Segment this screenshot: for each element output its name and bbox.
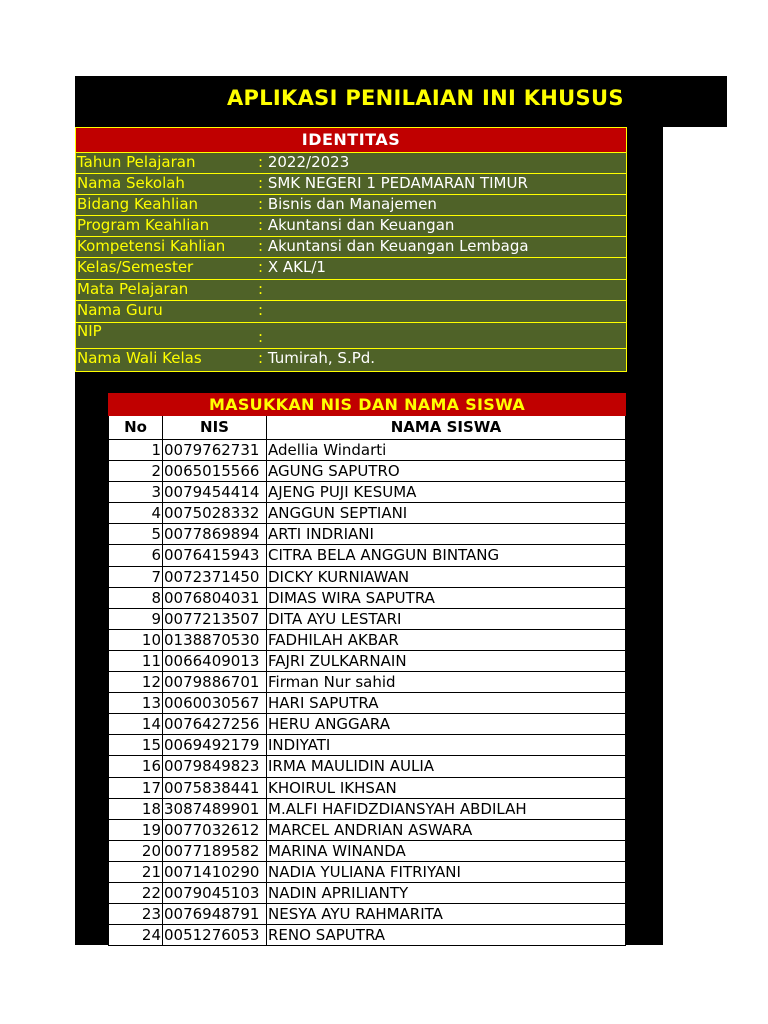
student-column-headers xyxy=(108,416,626,440)
cell-name[interactable]: HARI SAPUTRA xyxy=(267,693,626,713)
identity-value-text: SMK NEGERI 1 PEDAMARAN TIMUR xyxy=(267,174,528,192)
cell-name[interactable]: DIMAS WIRA SAPUTRA xyxy=(267,588,626,608)
cell-name[interactable]: DICKY KURNIAWAN xyxy=(267,567,626,587)
cell-nis[interactable]: 0051276053 xyxy=(163,925,267,945)
table-row[interactable] xyxy=(108,651,626,672)
cell-nis[interactable]: 0076415943 xyxy=(163,545,267,565)
identity-value[interactable] xyxy=(258,328,263,346)
cell-name[interactable]: NADIA YULIANA FITRIYANI xyxy=(267,862,626,882)
column-header-no[interactable]: No xyxy=(109,416,163,439)
table-row[interactable] xyxy=(108,799,626,820)
cell-nis[interactable]: 0076948791 xyxy=(163,904,267,924)
table-row[interactable] xyxy=(108,841,626,862)
cell-name[interactable]: CITRA BELA ANGGUN BINTANG xyxy=(267,545,626,565)
identity-label[interactable]: NIP xyxy=(77,322,102,340)
table-row[interactable] xyxy=(108,925,626,946)
cell-no[interactable]: 23 xyxy=(109,904,163,924)
identity-value[interactable] xyxy=(258,153,349,171)
cell-no[interactable]: 7 xyxy=(109,567,163,587)
cell-name[interactable]: FAJRI ZULKARNAIN xyxy=(267,651,626,671)
cell-name[interactable]: M.ALFI HAFIDZDIANSYAH ABDILAH xyxy=(267,799,626,819)
cell-nis[interactable]: 0060030567 xyxy=(163,693,267,713)
identity-value[interactable] xyxy=(258,237,529,255)
table-row[interactable] xyxy=(108,756,626,777)
cell-no[interactable]: 5 xyxy=(109,524,163,544)
cell-name[interactable]: AGUNG SAPUTRO xyxy=(267,461,626,481)
identity-label[interactable]: Mata Pelajaran xyxy=(77,280,189,298)
cell-no[interactable]: 1 xyxy=(109,440,163,460)
table-row[interactable] xyxy=(108,482,626,503)
cell-nis[interactable]: 0076804031 xyxy=(163,588,267,608)
cell-nis[interactable]: 0077032612 xyxy=(163,820,267,840)
cell-name[interactable]: AJENG PUJI KESUMA xyxy=(267,482,626,502)
cell-no[interactable]: 2 xyxy=(109,461,163,481)
cell-no[interactable]: 18 xyxy=(109,799,163,819)
cell-nis[interactable]: 0065015566 xyxy=(163,461,267,481)
cell-name[interactable]: ARTI INDRIANI xyxy=(267,524,626,544)
identity-value-text: X AKL/1 xyxy=(267,258,326,276)
table-row[interactable] xyxy=(108,461,626,482)
identity-label[interactable]: Bidang Keahlian xyxy=(77,195,199,213)
cell-nis[interactable]: 0066409013 xyxy=(163,651,267,671)
cell-no[interactable]: 4 xyxy=(109,503,163,523)
identity-value[interactable] xyxy=(258,216,454,234)
identity-value-text: Bisnis dan Manajemen xyxy=(267,195,437,213)
cell-no[interactable]: 19 xyxy=(109,820,163,840)
table-row[interactable] xyxy=(108,862,626,883)
identity-colon: : xyxy=(258,328,264,346)
cell-no[interactable]: 15 xyxy=(109,735,163,755)
cell-name[interactable]: NESYA AYU RAHMARITA xyxy=(267,904,626,924)
table-row[interactable] xyxy=(108,588,626,609)
identity-header: IDENTITAS xyxy=(76,128,626,153)
cell-no[interactable]: 13 xyxy=(109,693,163,713)
table-row[interactable] xyxy=(108,609,626,630)
cell-nis[interactable]: 0079849823 xyxy=(163,756,267,776)
identity-row xyxy=(76,153,626,174)
identity-row xyxy=(76,280,626,301)
cell-nis[interactable]: 0079045103 xyxy=(163,883,267,903)
identity-colon: : xyxy=(258,237,264,255)
cell-nis[interactable]: 0075838441 xyxy=(163,778,267,798)
cell-no[interactable]: 11 xyxy=(109,651,163,671)
cell-no[interactable]: 12 xyxy=(109,672,163,692)
identity-row xyxy=(76,237,626,258)
table-row[interactable] xyxy=(108,693,626,714)
cell-nis[interactable]: 0072371450 xyxy=(163,567,267,587)
identity-label[interactable]: Nama Wali Kelas xyxy=(77,349,202,367)
identity-value-text: Tumirah, S.Pd. xyxy=(267,349,376,367)
table-row[interactable] xyxy=(108,735,626,756)
table-row[interactable] xyxy=(108,778,626,799)
table-row[interactable] xyxy=(108,883,626,904)
cell-nis[interactable]: 0076427256 xyxy=(163,714,267,734)
identity-colon: : xyxy=(258,195,264,213)
identity-value[interactable] xyxy=(258,174,528,192)
identity-table xyxy=(75,127,627,372)
table-row[interactable] xyxy=(108,714,626,735)
cell-no[interactable]: 22 xyxy=(109,883,163,903)
identity-value-text: 2022/2023 xyxy=(267,153,350,171)
identity-colon: : xyxy=(258,216,264,234)
table-row[interactable] xyxy=(108,630,626,651)
cell-name[interactable]: Adellia Windarti xyxy=(267,440,626,460)
cell-name[interactable]: IRMA MAULIDIN AULIA xyxy=(267,756,626,776)
table-row[interactable] xyxy=(108,672,626,693)
identity-colon: : xyxy=(258,349,264,367)
cell-no[interactable]: 6 xyxy=(109,545,163,565)
student-table-header: MASUKKAN NIS DAN NAMA SISWA xyxy=(108,393,626,416)
identity-row xyxy=(76,301,626,323)
cell-name[interactable]: MARCEL ANDRIAN ASWARA xyxy=(267,820,626,840)
cell-name[interactable]: RENO SAPUTRA xyxy=(267,925,626,945)
identity-value[interactable] xyxy=(258,258,326,276)
identity-row xyxy=(76,258,626,280)
cell-name[interactable]: Firman Nur sahid xyxy=(267,672,626,692)
cell-nis[interactable]: 0079762731 xyxy=(163,440,267,460)
table-row[interactable] xyxy=(108,503,626,524)
cell-nis[interactable]: 0071410290 xyxy=(163,862,267,882)
table-row[interactable] xyxy=(108,545,626,566)
cell-no[interactable]: 8 xyxy=(109,588,163,608)
student-table xyxy=(108,393,626,946)
identity-label[interactable]: Nama Guru xyxy=(77,301,163,319)
cell-no[interactable]: 20 xyxy=(109,841,163,861)
identity-colon: : xyxy=(258,174,264,192)
cell-nis[interactable]: 3087489901 xyxy=(163,799,267,819)
cell-no[interactable]: 17 xyxy=(109,778,163,798)
identity-colon: : xyxy=(258,153,264,171)
cell-name[interactable]: DITA AYU LESTARI xyxy=(267,609,626,629)
cell-nis[interactable]: 0138870530 xyxy=(163,630,267,650)
identity-value[interactable] xyxy=(258,301,263,319)
identity-label[interactable]: Tahun Pelajaran xyxy=(77,153,196,171)
page-title: APLIKASI PENILAIAN INI KHUSUS xyxy=(227,86,624,110)
identity-value-text: Akuntansi dan Keuangan xyxy=(267,216,455,234)
cell-name[interactable]: MARINA WINANDA xyxy=(267,841,626,861)
cell-name[interactable]: HERU ANGGARA xyxy=(267,714,626,734)
table-row[interactable] xyxy=(108,904,626,925)
cell-nis[interactable]: 0079454414 xyxy=(163,482,267,502)
cell-name[interactable]: NADIN APRILIANTY xyxy=(267,883,626,903)
identity-row xyxy=(76,195,626,216)
identity-label[interactable]: Nama Sekolah xyxy=(77,174,185,192)
cell-no[interactable]: 14 xyxy=(109,714,163,734)
cell-name[interactable]: ANGGUN SEPTIANI xyxy=(267,503,626,523)
column-header-name[interactable]: NAMA SISWA xyxy=(267,416,626,439)
table-row[interactable] xyxy=(108,440,626,461)
column-header-nis[interactable]: NIS xyxy=(163,416,267,439)
identity-label[interactable]: Program Keahlian xyxy=(77,216,210,234)
identity-row xyxy=(76,174,626,195)
cell-no[interactable]: 16 xyxy=(109,756,163,776)
cell-no[interactable]: 10 xyxy=(109,630,163,650)
identity-label[interactable]: Kelas/Semester xyxy=(77,258,194,276)
identity-row xyxy=(76,323,626,349)
cell-no[interactable]: 21 xyxy=(109,862,163,882)
cell-nis[interactable]: 0075028332 xyxy=(163,503,267,523)
cell-nis[interactable]: 0069492179 xyxy=(163,735,267,755)
identity-value-text: Akuntansi dan Keuangan Lembaga xyxy=(267,237,529,255)
cell-nis[interactable]: 0077189582 xyxy=(163,841,267,861)
table-row[interactable] xyxy=(108,567,626,588)
identity-row xyxy=(76,349,626,371)
identity-row xyxy=(76,216,626,237)
table-row[interactable] xyxy=(108,524,626,545)
cell-nis[interactable]: 0079886701 xyxy=(163,672,267,692)
identity-value[interactable] xyxy=(258,349,375,367)
cell-name[interactable]: FADHILAH AKBAR xyxy=(267,630,626,650)
cell-no[interactable]: 3 xyxy=(109,482,163,502)
cell-name[interactable]: KHOIRUL IKHSAN xyxy=(267,778,626,798)
identity-colon: : xyxy=(258,258,264,276)
cell-no[interactable]: 24 xyxy=(109,925,163,945)
identity-colon: : xyxy=(258,280,264,298)
identity-value[interactable] xyxy=(258,280,263,298)
cell-nis[interactable]: 0077869894 xyxy=(163,524,267,544)
cell-name[interactable]: INDIYATI xyxy=(267,735,626,755)
identity-colon: : xyxy=(258,301,264,319)
cell-nis[interactable]: 0077213507 xyxy=(163,609,267,629)
cell-no[interactable]: 9 xyxy=(109,609,163,629)
table-row[interactable] xyxy=(108,820,626,841)
identity-value[interactable] xyxy=(258,195,437,213)
identity-label[interactable]: Kompetensi Kahlian xyxy=(77,237,226,255)
